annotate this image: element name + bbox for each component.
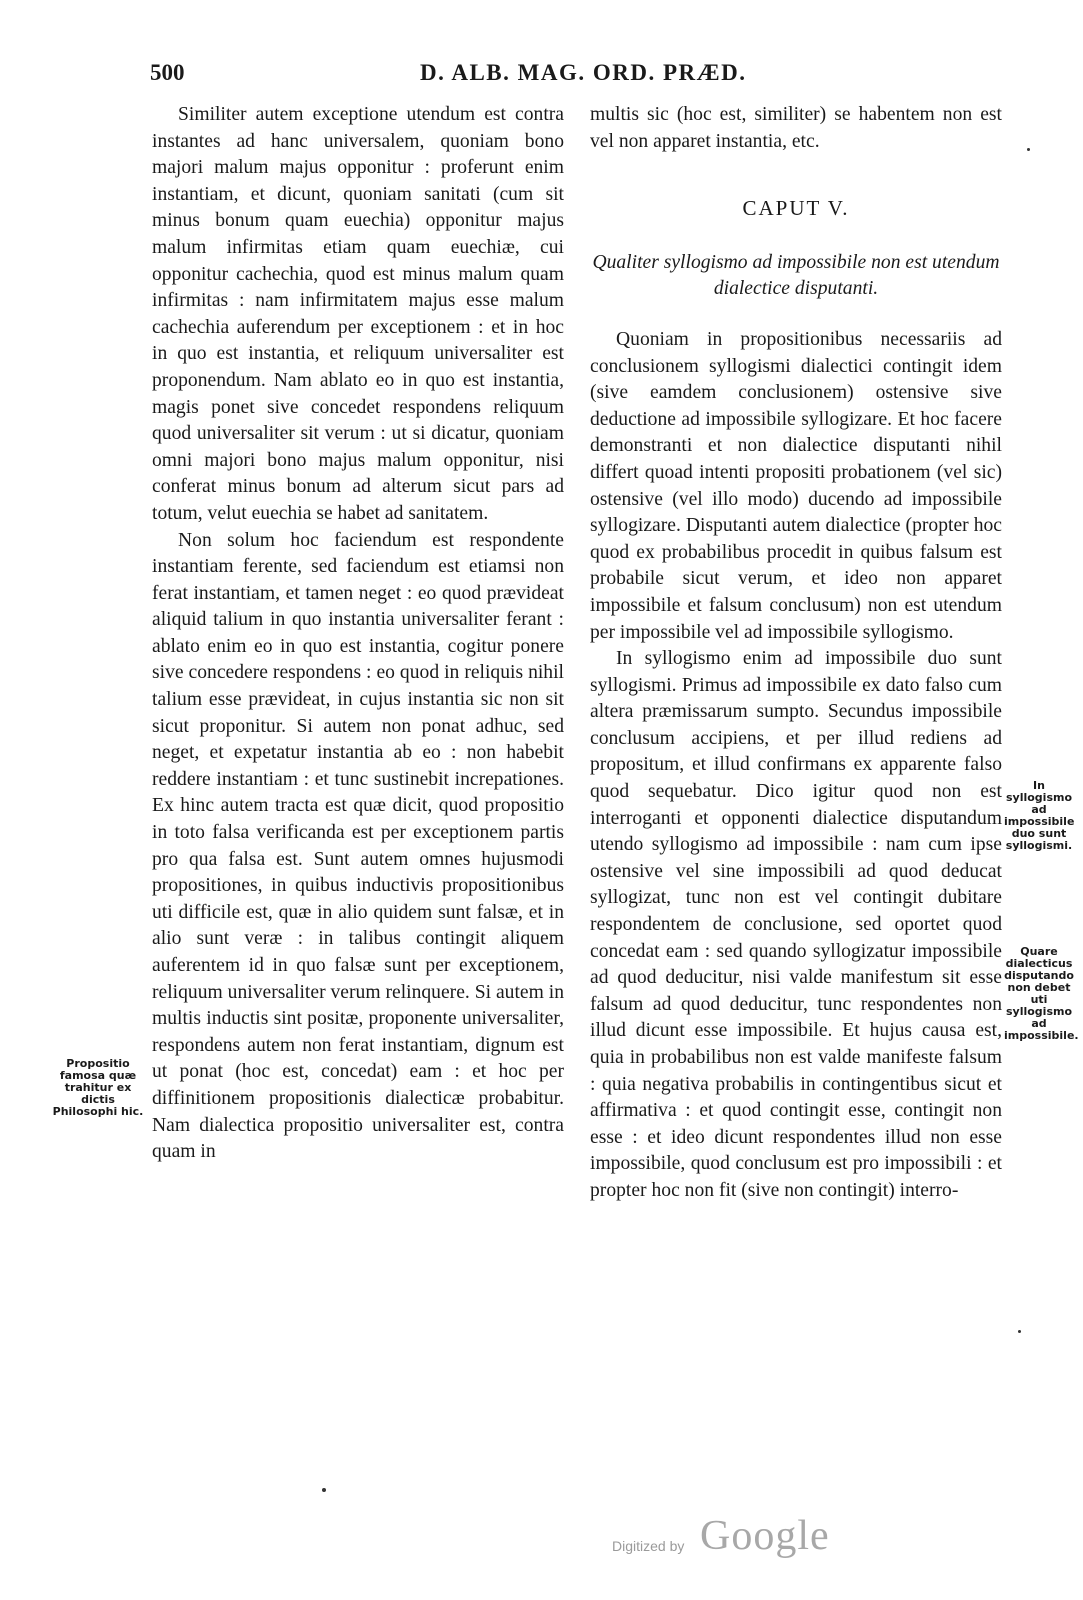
ink-speck [1027, 148, 1030, 151]
margin-note-right-1: In syllogismo ad impossibile duo sunt syllogismi. [1004, 779, 1075, 852]
google-logo: Google [700, 1513, 830, 1559]
margin-note-left: Propositio famosa quæ trahitur ex dictis Philosophi hic. [52, 1057, 144, 1118]
page-header [150, 60, 1000, 94]
footer-digitized-label: Digitized by [612, 1538, 685, 1554]
chapter-subtitle: Qualiter syllogismo ad impossibile non est utendum dialectice disputanti. [592, 251, 1000, 300]
paragraph: Similiter autem exceptione utendum est contra instantes ad hanc universalem, quoniam bono majori malum majus opponitur : proferunt enim instantiam, et dicunt, quoniam sanitati (cum sit minus bonum quam euechia) opponitur majus malum infirmitas etiam quam euechiæ, cui opponitur cachechia, quod est minus malum quam infirmitas : nam infirmitatem majus esse malum cachechia auferendum per exceptionem : et in hoc in quo est instantia, et reliquum universaliter est proponendum. Nam ablato eo in quo est instantia, magis ponet sive concedet respondens reliquum quod universaliter sit verum : ut si dicatur, quoniam omni majori bono majus malum opponitur, nisi conferat minus bonum ad alterum sicut pars ad totum, velut euechia se habet ad sanitatem. [152, 104, 564, 524]
paragraph: In syllogismo enim ad impossibile duo sunt syllogismi. Primus ad impossibile ex dato falso cum altera præmissarum sumpto. Secundus impossibile conclusum accipiens, et per illud rediens ad propositum, et illud confirmans ex apparente falso quod sequebatur. Dico igitur quod non est interroganti et opponenti dialectice disputandum utendo syllogismo ad impossibile : nam cum ipse ostensive vel sine impossibili ad quod deducat syllogizat, tunc non est vel contingit dubitare respondentem de conclusione, sed oportet quod concedat eam : sed quando syllogizatur impossibile ad quod deducitur, nisi valde manifestum sit esse falsum ad quod deducitur, tunc respondentes non illud dicunt esse impossibile. Et hujus causa est, quia in probabilibus non est valde manifeste falsum : quia negativa probabilis in contingentibus sicut et affirmativa : et quod contingit esse, contingit non esse : et ideo dicunt respondentes illud non esse impossibile, quod conclusum est pro impossibili : et propter hoc non fit (sive non contingit) interro- [590, 648, 1002, 1201]
page-number: 500 [150, 60, 185, 85]
paragraph: Non solum hoc faciendum est respondente instantiam ferente, sed faciendum est etiamsi non ferat instantiam, et tamen neget : eo quod prævideat aliquid talium in quo instantia universaliter ferant : ablato enim eo in quo est instantia, cogitur ponere sive concedere respondens : eo quod in reliquis nihil talium esse prævideat, in cujus instantia sic non sit sicut proponitur. Si autem non ponat adhuc, sed neget, et expetatur instantia ab eo : non habebit reddere instantiam : et tunc sustinebit increpationes. Ex hinc autem tracta est quæ dicit, quod propositio in toto falsa verificanda est per exceptionem partis pro qua falsa est. Sunt autem omnes hujusmodi propositiones, in quibus inductivis propositionibus uti difficile est, quæ in alio quidem sunt falsæ, et in alio sunt veræ : in talibus contingit aliquem auferentem id in quo falsæ sunt per exceptionem, reliquum universaliter verum relinquere. Si autem in multis inductis sint positæ, proponente universaliter, respondens autem non ferat instantiam, dignum est ut ponat (hoc est, concedat) eam : et hoc per diffinitionem propositionis dialecticæ probabitur. Nam dialectica propositio universaliter est, contra quam in [152, 529, 564, 1163]
paragraph-continuation: multis sic (hoc est, similiter) se habentem non est vel non apparet instantia, etc. [590, 104, 1002, 152]
chapter-title: CAPUT V. [742, 196, 850, 221]
paragraph: Quoniam in propositionibus necessariis ad conclusionem syllogismi dialectici contingit idem (sive eamdem conclusionem) ostensive sive deductione ad impossibile syllogizare. Et hoc facere demonstranti et non dialectice disputanti nihil differt quoad intenti propositi probationem (vel sic) ostensive (vel illo modo) ducendo ad impossibile syllogizare. Disputanti autem dialectice (propter hoc quod ex probabilibus procedit in quibus falsum est probabile sicut verum, et ideo non apparet impossibile et falsum conclusum) non est utendum per impossibile vel ad impossibile syllogismo. [590, 328, 1002, 643]
running-head: D. ALB. MAG. ORD. PRÆD. [420, 60, 747, 85]
ink-speck [322, 1488, 326, 1492]
left-column [152, 102, 564, 1166]
ink-speck [1018, 1330, 1021, 1333]
right-column [590, 102, 1002, 1205]
margin-note-right-2: Quare dialecticus disputando non debet uti syllogismo ad impossibile. [1004, 945, 1079, 1042]
